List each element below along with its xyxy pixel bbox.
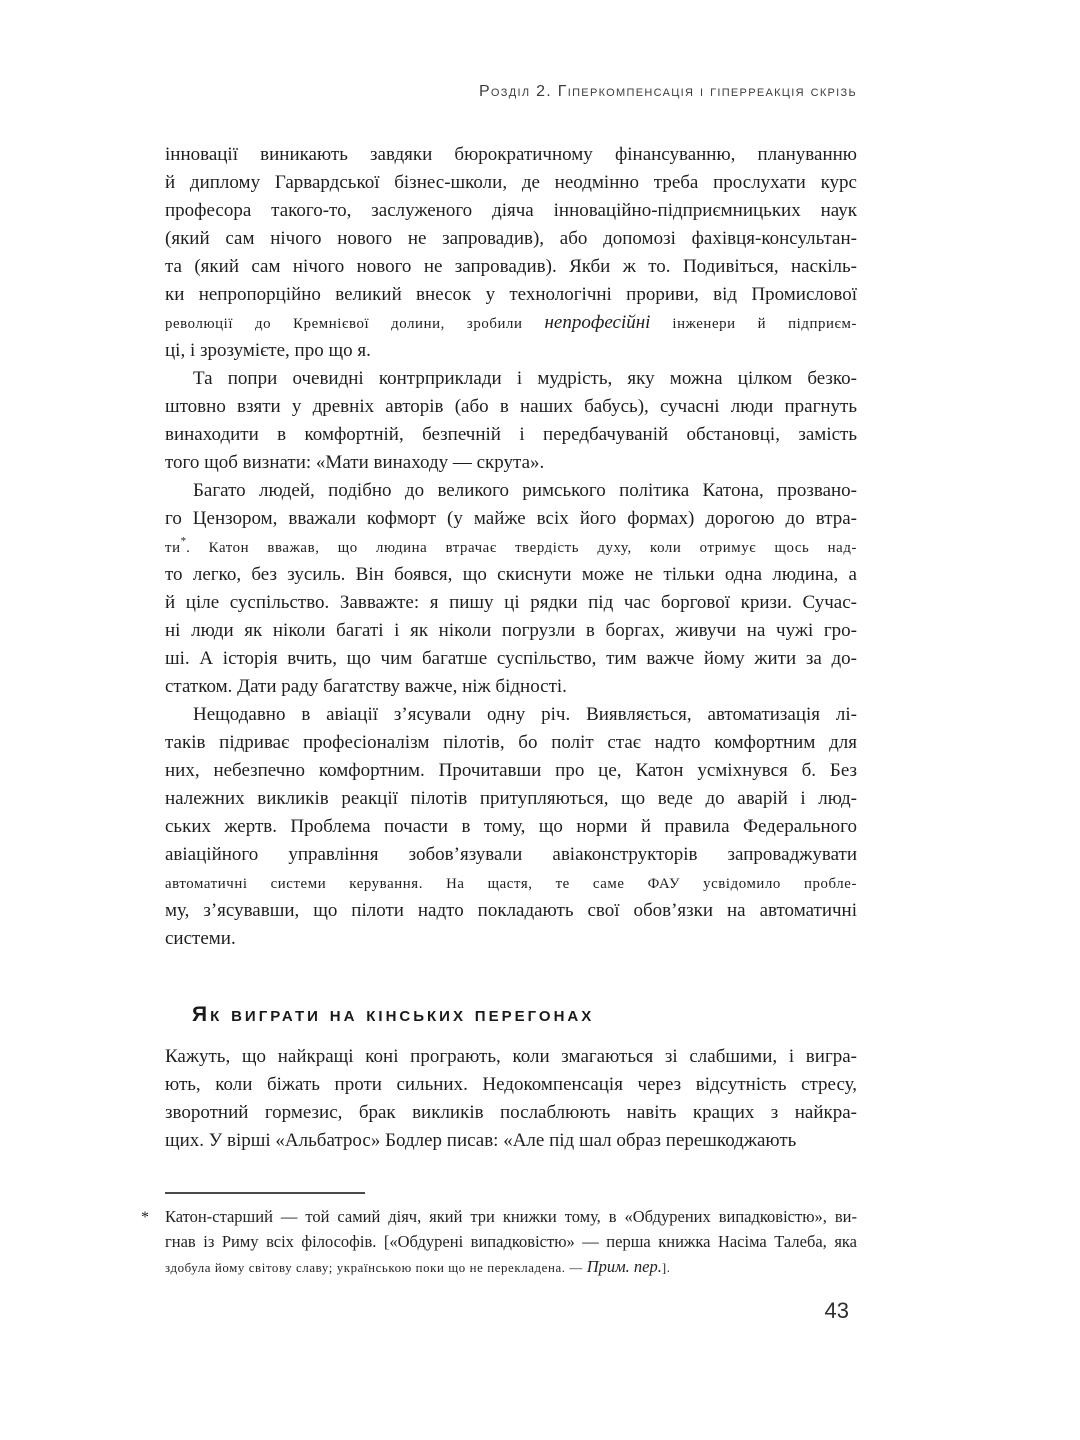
text-line: зворотний гормезис, брак викликів послаблюють навіть кращих з найкра- xyxy=(165,1102,857,1123)
text-line: й ціле суспільство. Завважте: я пишу ці рядки під час боргової кризи. Сучас- xyxy=(165,592,857,613)
paragraph xyxy=(165,365,857,477)
text-line: Нещодавно в авіації з’ясували одну річ. Виявляється, автоматизація лі- xyxy=(193,704,857,725)
text-line: го Цензором, вважали кофморт (у майже всіх його формах) дорогою до втра- xyxy=(165,508,857,529)
text-line: й диплому Гарвардської бізнес-школи, де неодмінно треба прослухати курс xyxy=(165,172,857,193)
text-line: авіаційного управління зобов’язували авіаконструкторів запроваджувати xyxy=(165,844,857,865)
text-line: щих. У вірші «Альбатрос» Бодлер писав: «Але під шал образ перешкоджають xyxy=(165,1130,797,1151)
text-line: винаходити в комфортній, безпечній і передбачуваній обстановці, замість xyxy=(165,424,857,445)
footnote-text xyxy=(165,1204,857,1279)
section-heading: Як виграти на кінських перегонах xyxy=(192,1003,595,1026)
paragraph xyxy=(165,701,857,953)
text-line: Катон-старший — той самий діяч, який три книжки тому, в «Обдурених випадковістю», ви- xyxy=(165,1207,857,1226)
footnote-divider xyxy=(165,1192,365,1194)
text-line: гнав із Риму всіх філософів. [«Обдурені випадковістю» — перша книжка Насіма Талеба, яка xyxy=(165,1232,857,1251)
text-line: автоматичні системи керування. На щастя, те саме ФАУ усвідомило пробле- xyxy=(165,876,857,892)
text-line: ки непропорційно великий внесок у технологічні прориви, від Промислової xyxy=(165,284,857,305)
text-line: революції до Кремнієвої долини, зробили непрофесійні інженери й підприєм- xyxy=(165,312,857,333)
text-line: ші. А історія вчить, що чим багатше суспільство, тим важче йому жити за до- xyxy=(165,648,857,669)
text-line: професора такого-то, заслуженого діяча інноваційно-підприємницьких наук xyxy=(165,200,857,221)
text-line: Кажуть, що найкращі коні програють, коли змагаються зі слабшими, і вигра- xyxy=(165,1046,857,1067)
text-line: то легко, без зусиль. Він боявся, що скиснути може не тільки одна людина, а xyxy=(165,564,857,585)
text-line: таків підриває професіоналізм пілотів, бо політ стає надто комфортним для xyxy=(165,732,857,753)
page-number: 43 xyxy=(824,1298,849,1323)
text-line: ють, коли біжать проти сильних. Недокомпенсація через відсутність стресу, xyxy=(165,1074,857,1095)
text-line: ці, і зрозумієте, про що я. xyxy=(165,340,371,361)
footnote xyxy=(141,1204,857,1279)
text-line: ти*. Катон вважав, що людина втрачає твердість духу, коли отримує щось над- xyxy=(165,535,857,556)
body-text xyxy=(165,141,857,953)
paragraph xyxy=(165,477,857,701)
text-line: ні люди як ніколи багаті і як ніколи погрузли в боргах, живучи на чужі гро- xyxy=(165,620,857,641)
text-line: статком. Дати раду багатству важче, ніж бідності. xyxy=(165,676,567,697)
text-line: ських жертв. Проблема почасти в тому, що норми й правила Федерального xyxy=(165,816,857,837)
text-line: здобула йому світову славу; українською поки що не перекладена. — Прим. пер.]. xyxy=(165,1257,671,1276)
text-line: того щоб визнати: «Мати винаходу — скрута». xyxy=(165,452,545,473)
text-line: штовно взяти у древніх авторів (або в наших бабусь), сучасні люди прагнуть xyxy=(165,396,857,417)
text-line: Та попри очевидні контрприклади і мудрість, яку можна цілком безко- xyxy=(193,368,857,389)
text-line: інновації виникають завдяки бюрократичному фінансуванню, плануванню xyxy=(165,144,857,165)
paragraph xyxy=(165,1204,857,1279)
post-heading-text xyxy=(165,1043,857,1155)
text-line: них, небезпечно комфортним. Прочитавши про це, Катон усміхнувся б. Без xyxy=(165,760,857,781)
text-line: та (який сам нічого нового не запровадив). Якби ж то. Подивіться, наскіль- xyxy=(165,256,857,277)
text-line: системи. xyxy=(165,928,236,949)
paragraph xyxy=(165,141,857,365)
paragraph xyxy=(165,1043,857,1155)
text-line: Багато людей, подібно до великого римського політика Катона, прозвано- xyxy=(193,480,857,501)
footnote-marker: * xyxy=(141,1209,149,1226)
text-line: (який сам нічого нового не запровадив), або допомозі фахівця-консультан- xyxy=(165,228,857,249)
running-header: Розділ 2. Гіперкомпенсація і гіперреакція скрізь xyxy=(478,83,857,100)
text-line: належних викликів реакції пілотів притупляються, що веде до аварій і люд- xyxy=(165,788,857,809)
text-line: му, з’ясувавши, що пілоти надто покладають свої обов’язки на автоматичні xyxy=(165,900,857,921)
